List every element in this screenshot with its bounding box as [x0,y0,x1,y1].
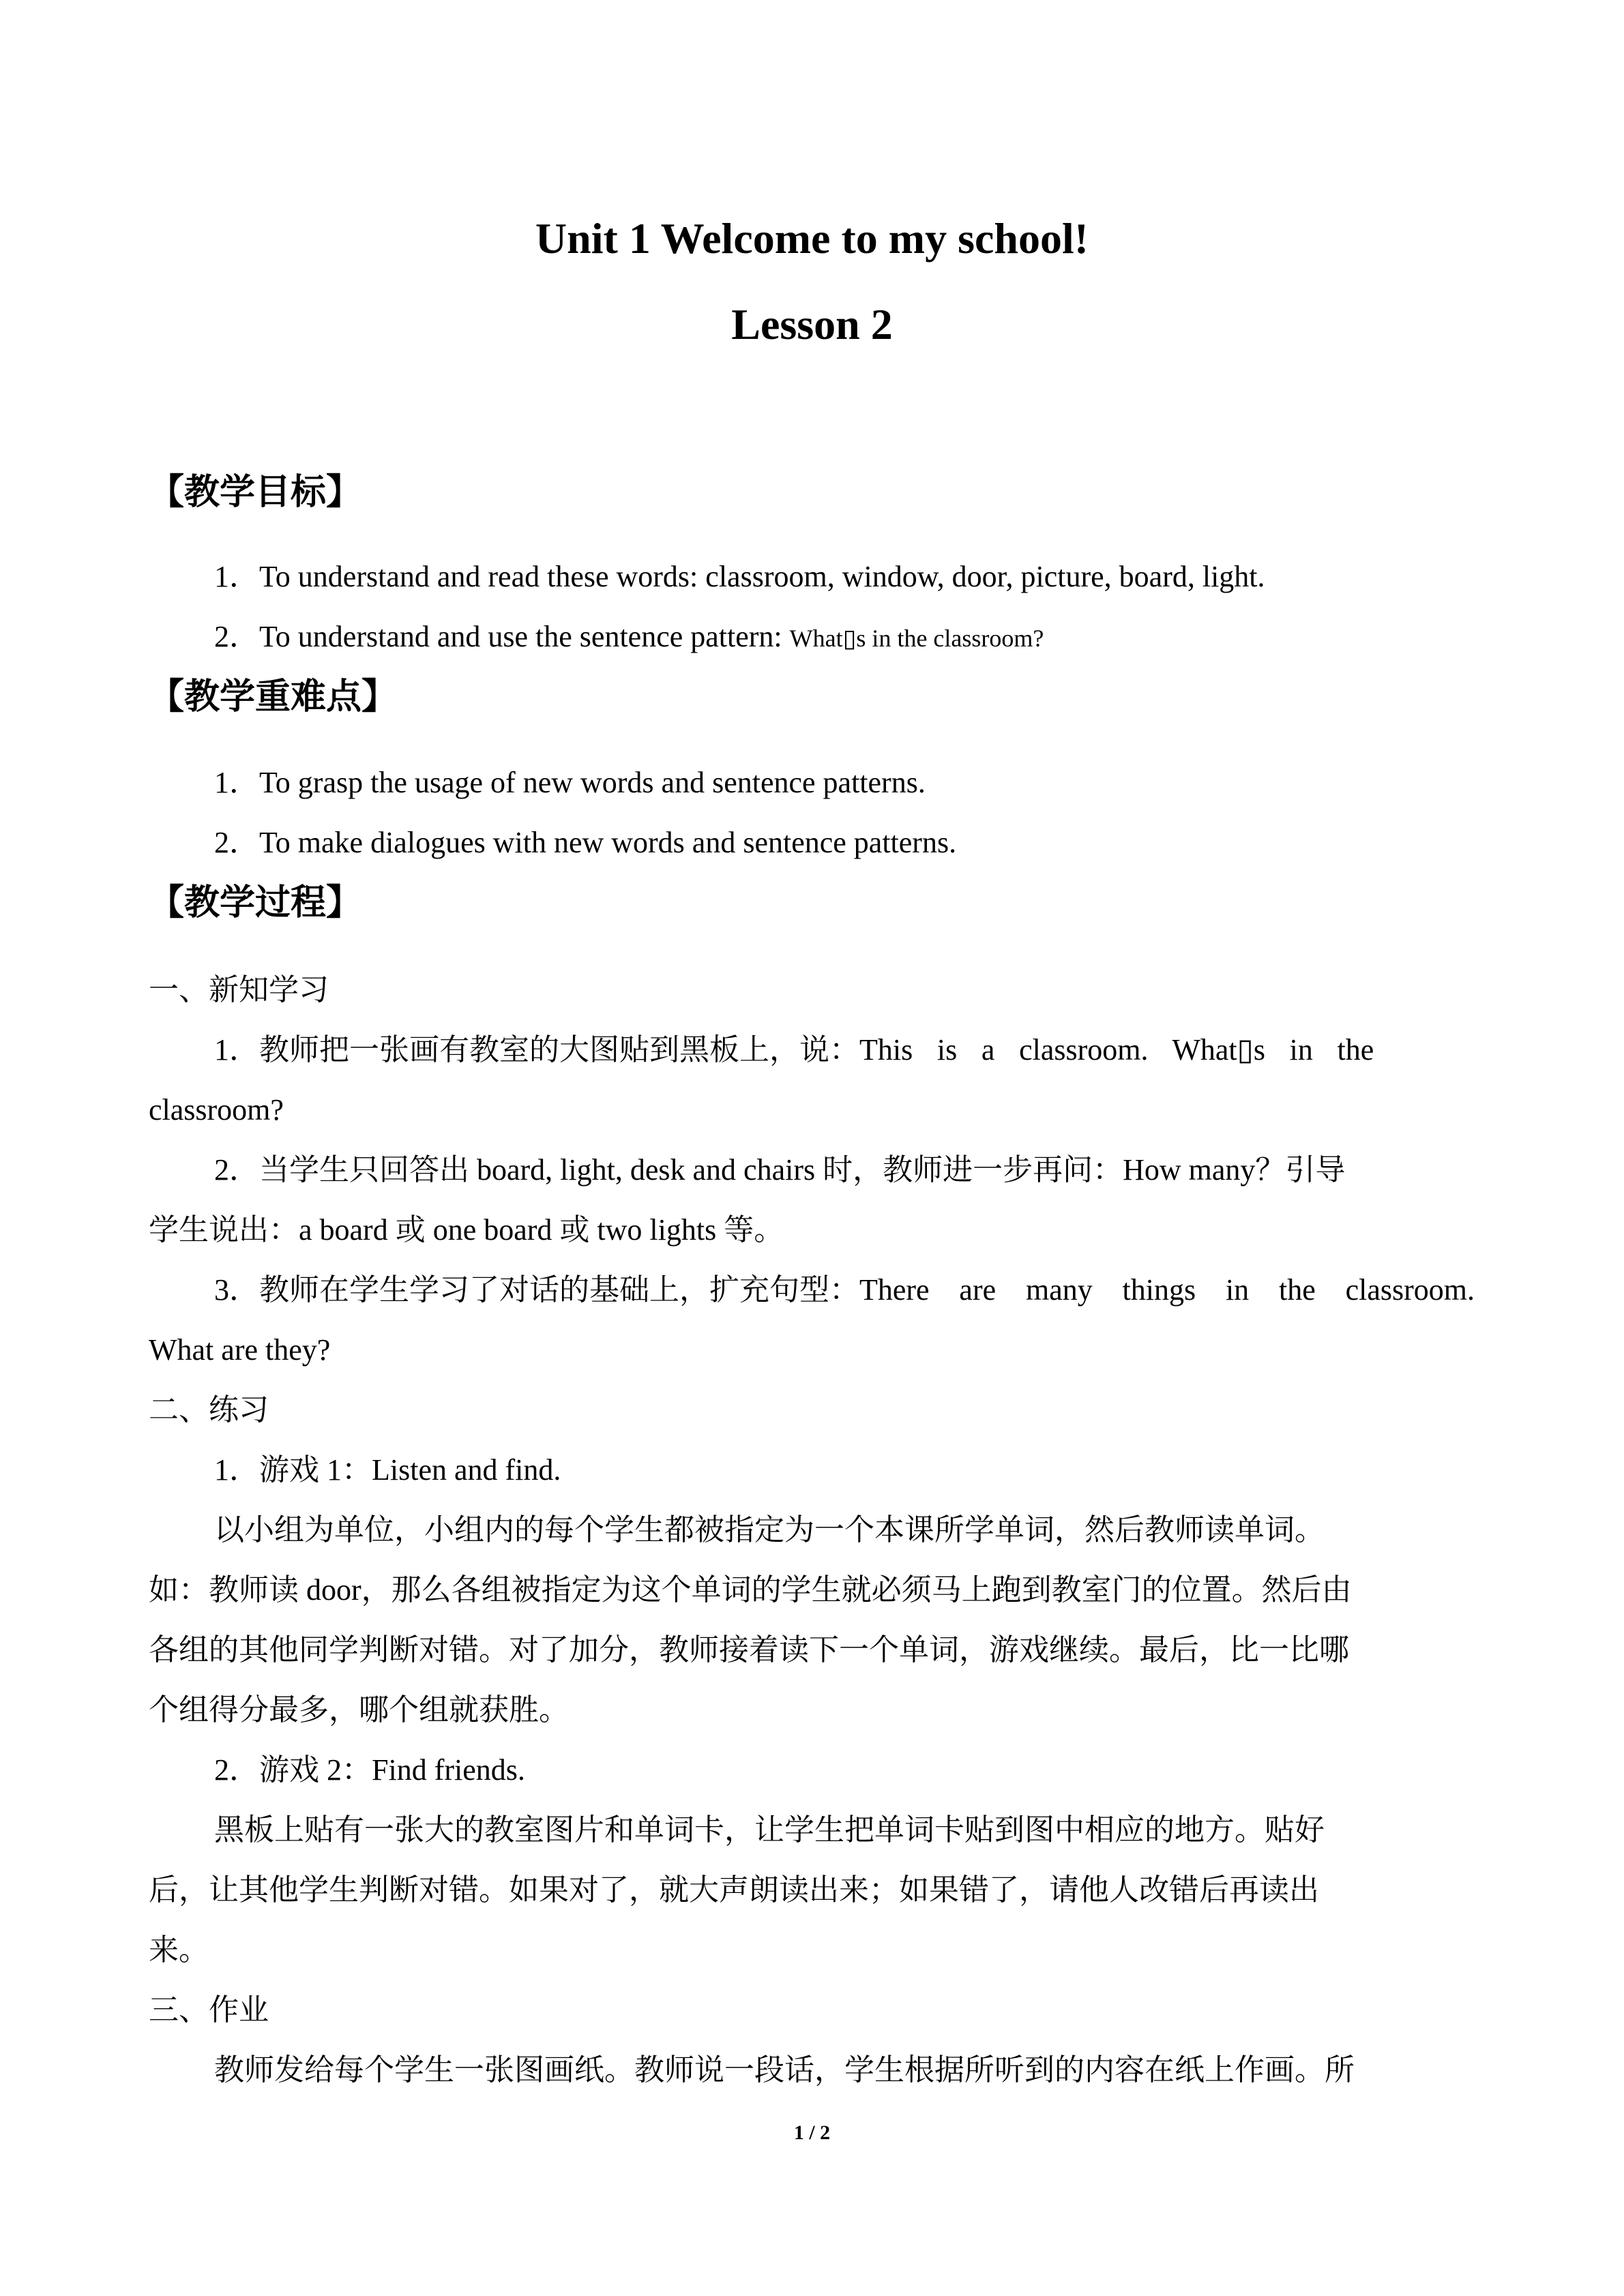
key-point-item-1: 1．To grasp the usage of new words and sentence patterns. [214,766,926,799]
page-number: 1 / 2 [793,2121,831,2144]
game-1-line-1: 以小组为单位，小组内的每个学生都被指定为一个本课所学单词，然后教师读单词。 [214,1513,1325,1547]
document-title: Unit 1 Welcome to my school! [535,214,1089,263]
key-point-item-2: 2．To make dialogues with new words and sentence patterns. [214,826,957,859]
process-step-2-line-1: 2．当学生只回答出 board, light, desk and chairs 时，教师进一步再问：How many？引导 [214,1153,1346,1187]
game-2-line-1: 黑板上贴有一张大的教室图片和单词卡，让学生把单词卡贴到图中相应的地方。贴好 [214,1813,1325,1847]
objective-item-2-pattern: What▯s in the classroom? [789,625,1044,652]
process-step-3-line-1: 3．教师在学生学习了对话的基础上，扩充句型：There are many things in the classroom. [214,1273,1475,1307]
game-2-line-3: 来。 [149,1933,209,1967]
section-heading-process: 【教学过程】 [149,882,362,923]
game-1-line-2: 如：教师读 door，那么各组被指定为这个单词的学生就必须马上跑到教室门的位置。然后由 [149,1573,1352,1607]
part-heading-homework: 三、作业 [149,1993,269,2027]
objective-item-1: 1．To understand and read these words: classroom, window, door, picture, board, light. [214,560,1265,593]
game-1-title: 1．游戏 1：Listen and find. [214,1453,561,1487]
part-heading-new-knowledge: 一、新知学习 [149,973,329,1007]
objective-item-2 [214,616,1044,659]
section-heading-objectives: 【教学目标】 [149,472,362,513]
process-step-1-line-1: 1．教师把一张画有教室的大图贴到黑板上，说：This is a classroom. What▯s in the [214,1033,1374,1067]
objective-item-2-text: 2．To understand and use the sentence pattern: [214,620,790,653]
process-step-3-line-2: What are they? [149,1333,331,1367]
game-1-line-4: 个组得分最多，哪个组就获胜。 [149,1693,569,1727]
game-2-title: 2．游戏 2：Find friends. [214,1753,525,1787]
part-heading-practice: 二、练习 [149,1393,269,1427]
process-step-2-line-2: 学生说出：a board 或 one board 或 two lights 等。 [149,1213,784,1247]
homework-line-1: 教师发给每个学生一张图画纸。教师说一段话，学生根据所听到的内容在纸上作画。所 [214,2053,1355,2087]
game-2-line-2: 后，让其他学生判断对错。如果对了，就大声朗读出来；如果错了，请他人改错后再读出 [149,1873,1319,1907]
lesson-title: Lesson 2 [731,300,893,348]
game-1-line-3: 各组的其他同学判断对错。对了加分，教师接着读下一个单词，游戏继续。最后，比一比哪 [149,1633,1349,1667]
section-heading-key-points: 【教学重难点】 [149,676,398,717]
process-step-1-line-2: classroom? [149,1093,284,1127]
